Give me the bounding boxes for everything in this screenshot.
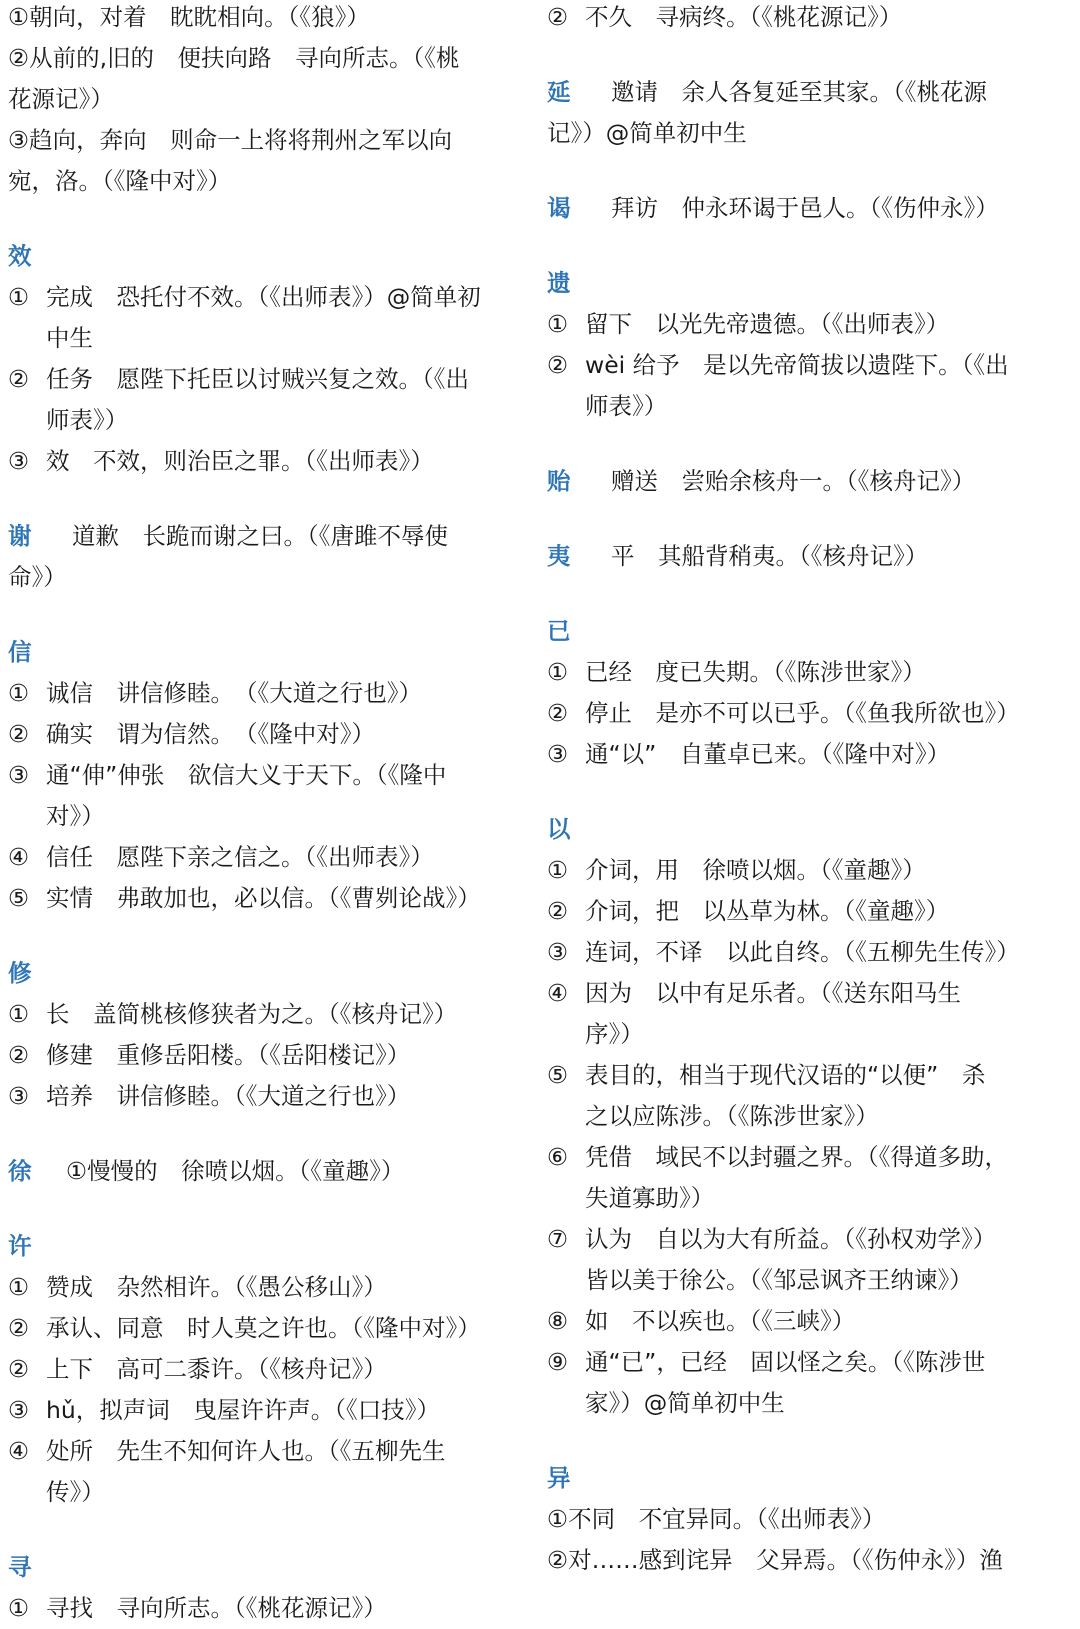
- definition-item: [547, 304, 1047, 345]
- item-text: 效 不效，则治臣之罪。（《出师表》）: [46, 447, 434, 475]
- entry-ye: [547, 188, 1047, 229]
- item-text: 凭借 域民不以封疆之界。（《得道多助，: [585, 1143, 1008, 1171]
- definition-item: [8, 1076, 508, 1117]
- item-text: 停止 是亦不可以已乎。（《鱼我所欲也》）: [585, 699, 1020, 727]
- item-text: 因为 以中有足乐者。（《送东阳马生: [585, 979, 961, 1007]
- item-number: ③: [547, 740, 569, 768]
- item-text: 诚信 讲信修睦。 （《大道之行也》）: [46, 679, 422, 707]
- item-text: 赞成 杂然相许。（《愚公移山》）: [46, 1273, 387, 1301]
- item-text: 表目的，相当于现代汉语的“以便” 杀: [585, 1061, 986, 1089]
- definition-item: [8, 1588, 508, 1629]
- item-number: ②: [547, 351, 569, 379]
- item-number: ⑧: [547, 1307, 569, 1335]
- item-number: ②: [8, 365, 30, 393]
- item-number: ①: [8, 1594, 30, 1622]
- item-text: 认为 自以为大有所益。（《孙权劝学》）: [585, 1225, 997, 1253]
- definition-item: [547, 693, 1047, 734]
- item-number: ①: [8, 1273, 30, 1301]
- definition-item: [8, 837, 508, 878]
- definition-item: [547, 0, 1047, 38]
- item-text: 任务 愿陛下托臣以讨贼兴复之效。（《出: [46, 365, 469, 393]
- entry-text: 赠送 尝贻余核舟一。（《核舟记》）: [611, 467, 976, 495]
- item-text: 处所 先生不知何许人也。（《五柳先生: [46, 1437, 446, 1465]
- definition-item: [8, 277, 508, 359]
- item-number: ⑦: [547, 1225, 569, 1253]
- item-text: 通“已”，已经 固以怪之矣。（《陈涉世: [585, 1348, 986, 1376]
- entry-yan: [547, 72, 1047, 154]
- item-text: 介词，用 徐喷以烟。（《童趣》）: [585, 856, 926, 884]
- entry-xin: [8, 632, 508, 919]
- definition-item: [547, 734, 1047, 775]
- item-text: 失道寡助》）: [585, 1184, 715, 1212]
- item-number: ⑨: [547, 1348, 569, 1376]
- item-number: ④: [8, 843, 30, 871]
- entry-line: 宛，洛。（《隆中对》）: [8, 167, 232, 195]
- item-number: ②: [8, 1041, 30, 1069]
- entry-xiao: [8, 236, 508, 482]
- entry-line: ③趋向，奔向 则命一上将将荆州之军以向: [8, 126, 453, 154]
- definition-item: [547, 1219, 1047, 1301]
- entry-text: 平 其船背稍夷。（《核舟记》）: [611, 542, 929, 570]
- entry-line: ②从前的,旧的 便扶向路 寻向所志。（《桃: [8, 44, 460, 72]
- entry-heading: 徐: [8, 1157, 32, 1185]
- item-text: 介词，把 以丛草为林。（《童趣》）: [585, 897, 950, 925]
- entry-xie: [8, 516, 508, 598]
- item-number: ⑤: [8, 884, 30, 912]
- entry-yi-give: [547, 461, 1047, 502]
- item-text: 皆以美于徐公。（《邹忌讽齐王纳谏》）: [585, 1266, 973, 1294]
- definition-item: [8, 673, 508, 714]
- item-text: 培养 讲信修睦。（《大道之行也》）: [46, 1082, 411, 1110]
- entry-heading: 异: [547, 1464, 571, 1492]
- definition-item: [547, 891, 1047, 932]
- entry-yi-already: [547, 611, 1047, 775]
- item-text: 信任 愿陛下亲之信之。（《出师表》）: [46, 843, 434, 871]
- definition-item: [547, 1137, 1047, 1219]
- item-text: 已经 度已失期。（《陈涉世家》）: [585, 658, 926, 686]
- entry-line: ①朝向，对着 眈眈相向。（《狼》）: [8, 3, 370, 31]
- entry-xiang-continued: [8, 0, 508, 202]
- item-number: ④: [8, 1437, 30, 1465]
- entry-heading: 效: [8, 242, 32, 270]
- entry-heading: 已: [547, 617, 571, 645]
- item-number: ③: [8, 1396, 30, 1424]
- item-text: 家》）@简单初中生: [585, 1389, 785, 1417]
- definition-item: [8, 441, 508, 482]
- definition-item: [8, 755, 508, 837]
- entry-text: 记》）@简单初中生: [547, 119, 747, 147]
- item-text: 留下 以光先帝遗德。（《出师表》）: [585, 310, 950, 338]
- definition-item: [547, 652, 1047, 693]
- left-column: [8, 0, 508, 1629]
- definition-item: [8, 359, 508, 441]
- item-text: 连词，不译 以此自终。（《五柳先生传》）: [585, 938, 1020, 966]
- item-number: ②: [8, 1314, 30, 1342]
- item-number: ③: [8, 761, 30, 789]
- item-text: 确实 谓为信然。 （《隆中对》）: [46, 720, 375, 748]
- entry-yi-different: [547, 1458, 1047, 1581]
- item-number: ⑤: [547, 1061, 569, 1089]
- item-text: hǔ，拟声词 曳屋许许声。（《口技》）: [46, 1396, 441, 1424]
- definition-item: [547, 850, 1047, 891]
- definition-item: [547, 932, 1047, 973]
- item-text: 完成 恐托付不效。（《出师表》）@简单初: [46, 283, 481, 311]
- item-text: 传》）: [46, 1478, 105, 1506]
- item-text: 承认、同意 时人莫之许也。（《隆中对》）: [46, 1314, 481, 1342]
- entry-line: 花源记》）: [8, 85, 114, 113]
- item-text: wèi 给予 是以先帝简拔以遗陛下。（《出: [585, 351, 1009, 379]
- item-number: ⑥: [547, 1143, 569, 1171]
- item-number: ②: [8, 1355, 30, 1383]
- definition-item: [8, 878, 508, 919]
- item-number: ③: [547, 938, 569, 966]
- entry-heading: 信: [8, 638, 32, 666]
- entry-heading: 许: [8, 1232, 32, 1260]
- item-text: 长 盖简桃核修狭者为之。（《核舟记》）: [46, 1000, 458, 1028]
- entry-yi-by: [547, 809, 1047, 1424]
- item-text: 序》）: [585, 1020, 644, 1048]
- item-text: 对》）: [46, 802, 105, 830]
- entry-heading: 寻: [8, 1553, 32, 1581]
- item-text: 之以应陈涉。（《陈涉世家》）: [585, 1102, 879, 1130]
- entry-text: 命》）: [8, 563, 67, 591]
- definition-item: [8, 714, 508, 755]
- item-text: 中生: [46, 324, 93, 352]
- item-number: ②: [8, 720, 30, 748]
- item-text: ①不同 不宜异同。（《出师表》）: [547, 1505, 886, 1533]
- entry-heading: 以: [547, 815, 571, 843]
- entry-xu-slow: [8, 1151, 508, 1192]
- item-number: ③: [8, 447, 30, 475]
- item-number: ③: [8, 1082, 30, 1110]
- item-number: ①: [547, 310, 569, 338]
- entry-xiu: [8, 953, 508, 1117]
- entry-text: ①慢慢的 徐喷以烟。（《童趣》）: [66, 1157, 405, 1185]
- entry-yi-leave: [547, 263, 1047, 427]
- definition-item: [547, 1301, 1047, 1342]
- item-text: 师表》）: [46, 406, 129, 434]
- item-text: 师表》）: [585, 392, 668, 420]
- definition-item: [547, 1342, 1047, 1424]
- definition-item: [547, 345, 1047, 427]
- definition-item: [547, 1055, 1047, 1137]
- entry-text: 拜访 仲永环谒于邑人。（《伤仲永》）: [611, 194, 999, 222]
- entry-heading: 修: [8, 959, 32, 987]
- definition-item: [8, 1431, 508, 1513]
- entry-heading: 遗: [547, 269, 571, 297]
- item-number: ①: [547, 658, 569, 686]
- entry-text: 道歉 长跪而谢之曰。（《唐雎不辱使: [72, 522, 448, 550]
- item-text: ②对……感到诧异 父异焉。（《伤仲永》）渔: [547, 1546, 1003, 1574]
- entry-xu-allow: [8, 1226, 508, 1513]
- item-text: 寻找 寻向所志。（《桃花源记》）: [46, 1594, 387, 1622]
- definition-item: [8, 1308, 508, 1349]
- definition-item: [547, 973, 1047, 1055]
- item-text: 通“伸”伸张 欲信大义于天下。（《隆中: [46, 761, 447, 789]
- item-text: 修建 重修岳阳楼。（《岳阳楼记》）: [46, 1041, 411, 1069]
- item-number: ②: [547, 699, 569, 727]
- entry-heading: 夷: [547, 542, 571, 570]
- definition-item: [8, 1390, 508, 1431]
- right-column: [547, 0, 1047, 1581]
- item-number: ②: [547, 3, 569, 31]
- item-text: 上下 高可二黍许。（《核舟记》）: [46, 1355, 387, 1383]
- item-text: 如 不以疾也。（《三峡》）: [585, 1307, 856, 1335]
- entry-heading: 延: [547, 78, 571, 106]
- entry-xun: [8, 1547, 508, 1629]
- entry-xun-continued: [547, 0, 1047, 38]
- item-number: ①: [8, 1000, 30, 1028]
- definition-item: [8, 994, 508, 1035]
- entry-heading: 谒: [547, 194, 571, 222]
- item-number: ②: [547, 897, 569, 925]
- item-number: ①: [8, 679, 30, 707]
- entry-heading: 谢: [8, 522, 32, 550]
- definition-item: [8, 1035, 508, 1076]
- entry-yi-flat: [547, 536, 1047, 577]
- item-number: ①: [547, 856, 569, 884]
- definition-item: [8, 1267, 508, 1308]
- definition-item: [8, 1349, 508, 1390]
- item-number: ①: [8, 283, 30, 311]
- item-text: 不久 寻病终。（《桃花源记》）: [585, 3, 903, 31]
- entry-heading: 贻: [547, 467, 571, 495]
- entry-text: 邀请 余人各复延至其家。（《桃花源: [611, 78, 987, 106]
- item-text: 实情 弗敢加也，必以信。（《曹刿论战》）: [46, 884, 481, 912]
- item-text: 通“以” 自董卓已来。（《隆中对》）: [585, 740, 951, 768]
- item-number: ④: [547, 979, 569, 1007]
